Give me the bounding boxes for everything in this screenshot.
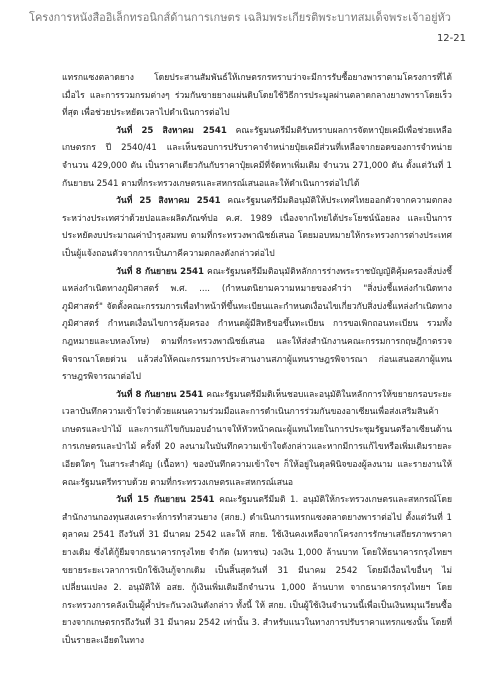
document-body: [62, 70, 452, 651]
paragraph-text: คณะรัฐมนตรีมีมติรับทราบผลการจัดหาปุ๋ยเคมีเพื่อช่วยเหลือเกษตรกร ปี 2540/41 และเห็นชอบการปรับราคาจำหน่ายปุ๋ยเคมีส่วนที่เหลือจากยอดของการจำหน่าย จำนวน 429,000 ตัน เป็นราคาเดียวกันกับราคาปุ๋ยเคมีที่จัดหาเพิ่มเติม จำนวน 271,000 ตัน ตั้งแต่วันที่ 1 กันยายน 2541 ตามที่กระทรวงเกษตรและสหกรณ์เสนอและให้ดำเนินการต่อไปได้: [62, 125, 452, 189]
paragraph-text: แทรกแซงตลาดยาง โดยประสานสัมพันธ์ให้เกษตรกรทราบว่าจะมีการรับซื้อยางพาราตามโครงการที่ได้เมื่อไร และการรวมกรมต่างๆ ร่วมกันขายยางแผ่นดิบโดยใช้วิธีการประมูลผ่านตลาดกลางยางพาราโดยเร็วที่สุด เพื่อช่วยประหยัดเวลาไปดำเนินการต่อไป: [62, 73, 452, 119]
paragraph-resolution: [62, 492, 452, 650]
paragraph-resolution: [62, 123, 452, 193]
paragraph-continuation: [62, 70, 452, 123]
resolution-date: วันที่ 8 กันยายน 2541: [116, 266, 205, 277]
paragraph-resolution: [62, 193, 452, 263]
paragraph-resolution: [62, 264, 452, 387]
paragraph-resolution: [62, 387, 452, 493]
paragraph-text: คณะรัฐมนตรีมีมติเห็นชอบและอนุมัติในหลักการให้ขยายกรอบระยะเวลาบันทึกความเข้าใจว่าด้วยแผนความร่วมมือและการดำเนินการร่วมกันของอาเซียนเพื่อส่งเสริมสินค้าเกษตรและป่าไม้ และการแก้ไขกับมอบอำนาจให้หัวหน้าคณะผู้แทนไทยในการประชุมรัฐมนตรีอาเซียนด้านการเกษตรและป่าไม้ ครั้งที่ 20 ลงนามในบันทึกความเข้าใจดังกล่าวและหากมีการแก้ไขหรือเพิ่มเติมรายละเอียดใดๆ ในสาระสำคัญ (เนื้อหา) ของบันทึกความเข้าใจฯ ก็ให้อยู่ในดุลพินิจของผู้ลงนาม และรายงานให้คณะรัฐมนตรีทราบด้วย ตามที่กระทรวงเกษตรและสหกรณ์เสนอ: [62, 389, 452, 488]
paragraph-text: คณะรัฐมนตรีมีมติ 1. อนุมัติให้กระทรวงเกษตรและสหกรณ์โดยสำนักงานกองทุนสงเคราะห์การทำสวนยาง (สกย.) ดำเนินการแทรกแซงตลาดยางพาราต่อไป ตั้งแต่วันที่ 1 ตุลาคม 2541 ถึงวันที่ 31 มีนาคม 2542 และให้ สกย. ใช้เงินคงเหลือจากโครงการรักษาเสถียรภาพราคายางเดิม ซึ่งได้กู้ยืมจากธนาคารกรุงไทย จำกัด (มหาชน) วงเงิน 1,000 ล้านบาท โดยให้ธนาคารกรุงไทยฯ ขยายระยะเวลาการเบิกใช้เงินกู้จากเดิม เป็นสิ้นสุดวันที่ 31 มีนาคม 2542 โดยมีเงื่อนไขอื่นๆ ไม่เปลี่ยนแปลง 2. อนุมัติให้ อสย. กู้เงินเพิ่มเติมอีกจำนวน 1,000 ล้านบาท จากธนาคารกรุงไทยฯ โดยกระทรวงการคลังเป็นผู้ค้ำประกันวงเงินดังกล่าว ทั้งนี้ ให้ สกย. เป็นผู้ใช้เงินจำนวนนี้เพื่อเป็นเงินหมุนเวียนซื้อยางจากเกษตรกรถึงวันที่ 31 มีนาคม 2542 เท่านั้น 3. สำหรับแนวในทางการปรับราคาแทรกแซงนั้น โดยที่เป็นรายละเอียดในทาง: [62, 495, 452, 646]
resolution-date: วันที่ 25 สิงหาคม 2541: [116, 196, 221, 207]
resolution-date: วันที่ 15 กันยายน 2541: [116, 495, 215, 506]
resolution-date: วันที่ 8 กันยายน 2541: [116, 389, 204, 400]
page-number: 12-21: [436, 33, 466, 44]
paragraph-text: คณะรัฐมนตรีมีมติอนุมัติให้ประเทศไทยออกตัวจากความตกลงระหว่างประเทศว่าด้วยปอและผลิตภัณฑ์ปอ ค.ศ. 1989 เนื่องจากไทยได้ประโยชน์น้อยลง และเป็นการประหยัดงบประมาณค่าบำรุงสมทบ ตามที่กระทรวงพาณิชย์เสนอ โดยมอบหมายให้กระทรวงการต่างประเทศเป็นผู้แจ้งถอนตัวจากการเป็นภาคีความตกลงดังกล่าวต่อไป: [62, 196, 452, 259]
running-header: โครงการหนังสืออิเล็กทรอนิกส์ด้านการเกษตร เฉลิมพระเกียรติพระบาทสมเด็จพระเจ้าอยู่หัว: [29, 11, 451, 24]
paragraph-text: คณะรัฐมนตรีมีมติอนุมัติหลักการร่างพระราชบัญญัติคุ้มครองสิ่งบ่งชี้แหล่งกำเนิดทางภูมิศาสตร์ พ.ศ. .... (กำหนดนิยามความหมายของคำว่า "สิ่งบ่งชี้แหล่งกำเนิดทางภูมิศาสตร์" จัดตั้งคณะกรรมการเพื่อทำหน้าที่ขึ้นทะเบียนและกำหนดเงื่อนไขเกี่ยวกับสิ่งบ่งชี้แหล่งกำเนิดทางภูมิศาสตร์ กำหนดเงื่อนไขการคุ้มครอง กำหนดผู้มีสิทธิขอขึ้นทะเบียน การขอเพิกถอนทะเบียน รวมทั้งกฎหมายและบทลงโทษ) ตามที่กระทรวงพาณิชย์เสนอ และให้ส่งสำนักงานคณะกรรมการกฤษฎีกาตรวจพิจารณาโดยด่วน แล้วส่งให้คณะกรรมการประสานงานสภาผู้แทนราษฎรพิจารณา ก่อนเสนอสภาผู้แทนราษฎรพิจารณาต่อไป: [62, 266, 453, 383]
resolution-date: วันที่ 25 สิงหาคม 2541: [116, 125, 227, 136]
